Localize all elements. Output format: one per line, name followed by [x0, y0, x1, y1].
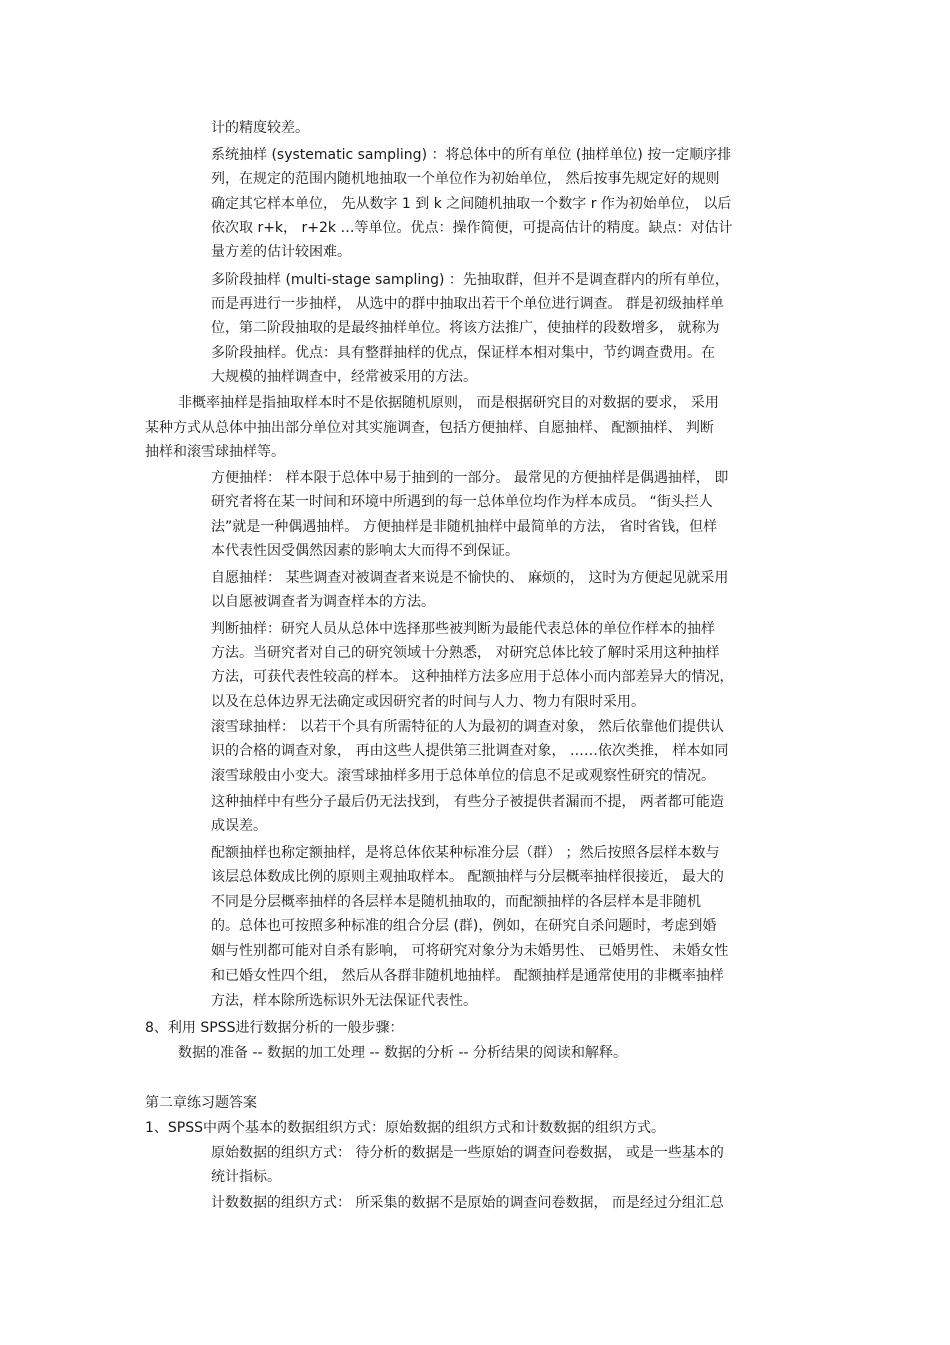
- text-line: 大规模的抽样调查中，经常被采用的方法。: [211, 369, 477, 385]
- text-line: 的。总体也可按照多种标准的组合分层 (群)，例如，在研究自杀问题时，考虑到婚: [211, 918, 717, 934]
- text-line: 确定其它样本单位， 先从数字 1 到 k 之间随机抽取一个数字 r 作为初始单位， 以后: [211, 196, 732, 212]
- text-line: 抽样和滚雪球抽样等。: [145, 444, 285, 460]
- text-line: 姻与性别都可能对自杀有影响， 可将研究对象分为未婚男性、 已婚男性、 未婚女性: [211, 943, 729, 959]
- text-line: 计的精度较差。: [211, 120, 309, 136]
- text-line: 方便抽样： 样本限于总体中易于抽到的一部分。 最常见的方便抽样是偶遇抽样， 即: [211, 470, 729, 486]
- text-line: 量方差的估计较困难。: [211, 244, 351, 260]
- text-line: 该层总体数成比例的原则主观抽取样本。 配额抽样与分层概率抽样很接近， 最大的: [211, 869, 724, 885]
- text-line: 计数数据的组织方式： 所采集的数据不是原始的调查问卷数据， 而是经过分组汇总: [211, 1195, 724, 1211]
- text-line: 和已婚女性四个组， 然后从各群非随机地抽样。 配额抽样是通常使用的非概率抽样: [211, 968, 724, 984]
- text-line: 方法，样本除所选标识外无法保证代表性。: [211, 993, 477, 1009]
- text-line: 多阶段抽样 (multi-stage sampling) ：先抽取群，但并不是调查群内的所有单位，: [211, 272, 729, 288]
- text-line: 某种方式从总体中抽出部分单位对其实施调查，包括方便抽样、自愿抽样、 配额抽样、 判断: [145, 420, 714, 436]
- text-line: 方法。当研究者对自己的研究领域十分熟悉， 对研究总体比较了解时采用这种抽样: [211, 645, 720, 661]
- text-line: 判断抽样：研究人员从总体中选择那些被判断为最能代表总体的单位作样本的抽样: [211, 621, 715, 637]
- text-line: 数据的准备 -- 数据的加工处理 -- 数据的分析 -- 分析结果的阅读和解释。: [178, 1045, 628, 1061]
- text-line: 系统抽样 (systematic sampling) ：将总体中的所有单位 (抽样单位) 按一定顺序排: [211, 147, 732, 163]
- text-line: 多阶段抽样。优点：具有整群抽样的优点，保证样本相对集中，节约调查费用。在: [211, 345, 715, 361]
- section-title: 第二章练习题答案: [145, 1095, 257, 1111]
- text-line: 不同是分层概率抽样的各层样本是随机抽取的，而配额抽样的各层样本是非随机: [211, 894, 701, 910]
- text-line: 滚雪球般由小变大。滚雪球抽样多用于总体单位的信息不足或观察性研究的情况。: [211, 768, 715, 784]
- text-line: 滚雪球抽样： 以若干个具有所需特征的人为最初的调查对象， 然后依靠他们提供认: [211, 719, 724, 735]
- text-line: 法”就是一种偶遇抽样。 方便抽样是非随机抽样中最简单的方法， 省时省钱，但样: [211, 519, 718, 535]
- text-line: 位，第二阶段抽取的是最终抽样单位。将该方法推广，使抽样的段数增多， 就称为: [211, 320, 720, 336]
- text-line: 列，在规定的范围内随机地抽取一个单位作为初始单位， 然后按事先规定好的规则: [211, 171, 720, 187]
- text-line: 配额抽样也称定额抽样，是将总体依某种标准分层（群） ；然后按照各层样本数与: [211, 845, 720, 861]
- text-line: 统计指标。: [211, 1169, 281, 1185]
- text-line: 非概率抽样是指抽取样本时不是依据随机原则， 而是根据研究目的对数据的要求， 采用: [178, 395, 719, 411]
- text-line: 方法，可获代表性较高的样本。 这种抽样方法多应用于总体小而内部差异大的情况，: [211, 669, 734, 685]
- text-line: 以自愿被调查者为调查样本的方法。: [211, 594, 435, 610]
- text-line: 识的合格的调查对象， 再由这些人提供第三批调查对象， ……依次类推， 样本如同: [211, 743, 729, 759]
- text-line: 本代表性因受偶然因素的影响太大而得不到保证。: [211, 543, 519, 559]
- text-line: 这种抽样中有些分子最后仍无法找到， 有些分子被提供者漏而不提， 两者都可能造: [211, 794, 724, 810]
- text-line: 而是再进行一步抽样， 从选中的群中抽取出若干个单位进行调查。 群是初级抽样单: [211, 296, 724, 312]
- text-line: 以及在总体边界无法确定或因研究者的时间与人力、物力有限时采用。: [211, 694, 645, 710]
- text-line: 成误差。: [211, 818, 267, 834]
- list-item-heading: 1、SPSS中两个基本的数据组织方式：原始数据的组织方式和计数数据的组织方式。: [145, 1120, 666, 1136]
- text-line: 依次取 r+k， r+2k …等单位。优点：操作简便，可提高估计的精度。缺点：对估计: [211, 220, 733, 236]
- list-item-heading: 8、利用 SPSS进行数据分析的一般步骤：: [145, 1020, 404, 1036]
- text-line: 自愿抽样： 某些调查对被调查者来说是不愉快的、 麻烦的， 这时为方便起见就采用: [211, 570, 729, 586]
- text-line: 研究者将在某一时间和环境中所遇到的每一总体单位均作为样本成员。 “街头拦人: [211, 494, 713, 510]
- text-line: 原始数据的组织方式： 待分析的数据是一些原始的调查问卷数据， 或是一些基本的: [211, 1145, 724, 1161]
